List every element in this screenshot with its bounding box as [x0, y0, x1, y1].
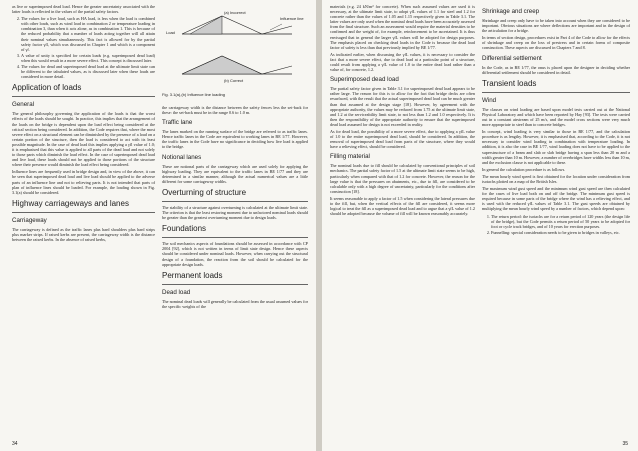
heading-rule	[12, 96, 155, 97]
foundations-paragraph: The soil mechanics aspects of foundations should be assessed in accordance with CP 2004 [92], which is not written in terms of limit state design. Hence these aspects should be considered under nominal loads. However, when carrying out the structural design of a foundation, the reaction from the soil should be calculated for the appropriate design loads.	[162, 241, 308, 267]
transient-heading: Transient loads	[482, 78, 537, 88]
wind-paragraph-2: In concept, wind loading is very similar to those in BE 1/77, and the calculation procedure is as lengthy. However, it is emphasised that, according to the Code, it is not necessary to consider wind loading in combination with temperature loading. In addition, it is also the case in BE 1/77, wind loading does not have to be applied to the superstructure of a beam and slab or slab bridge having a span less than 20 m and a width greater than 10 m. However, a number of overbridges have widths less than 10 m, and the exclusion clause is not applicable to these.	[482, 129, 630, 165]
foundations-heading: Foundations	[162, 224, 207, 234]
right-column-1	[330, 4, 475, 218]
load-block	[190, 16, 222, 34]
dead-load-heading: Dead load	[162, 288, 191, 296]
heading-rule	[162, 201, 308, 202]
traffic-lane-paragraph: The lanes marked on the running surface of the bridge are referred to as traffic lanes. Hence traffic lanes in the Code are equivalent to working lanes in BE 1/77. However, the traffic lanes in the Code have no significance in deciding how live load is applied to the bridge.	[162, 129, 308, 150]
right-page	[322, 0, 638, 451]
superimposed-paragraph-1: The partial safety factor given in Table 3.1 for superimposed dead load appears to be rather large. The reason for this is to allow for the fact that bridge decks are often resurfaced, with the result that the actual superimposed dead load can be much greater than that assumed at the design stage [18]. However, by agreement with the appropriate authority, the values may be reduced from 1.75 at the ultimate limit state, and 1.2 at the serviceability limit state, to not less than 1.2 and 1.0 respectively. It is then the responsibility of the appropriate authority to ensure that the superimposed dead load assumed for design is not exceeded in reality.	[330, 86, 475, 127]
note-item: 3. A value of unity is specified for certain loads (e.g. superimposed dead load) when this would result in a more severe effect. This concept is discussed later.	[21, 53, 155, 63]
label-influence-line: Influence line	[280, 16, 304, 21]
notional-lanes-paragraph: These are notional parts of the carriageway which are used solely for applying the highway loading. They are equivalent to the traffic lanes in BE 1/77 and they are determined in a similar manner, although the actual numerical values are a little different for some carriageway widths.	[162, 163, 308, 184]
wind-paragraph-3: In general the calculation procedure is as follows.	[482, 166, 566, 172]
note-item: 4. The values for dead and superimposed dead load at the ultimate limit state can be different to the tabulated values, as is discussed later when these loads are considered in more detail.	[21, 64, 155, 79]
shrinkage-heading: Shrinkage and creep	[482, 8, 540, 15]
right-column-2	[482, 4, 630, 237]
label-load: Load	[166, 30, 175, 35]
page-number-right: 35	[622, 441, 628, 447]
label-incorrect: (a) Incorrect	[224, 10, 246, 15]
wind-heading: Wind	[482, 96, 497, 104]
dead-load-continued-1: materials (e.g. 24 kN/m³ for concrete). When such assumed values are used it is necessary, at the ultimate limit state, to adopt γfL values of 1.1 for steel and 1.2 for concrete rather than the values of 1.05 and 1.15 respectively given in Table 3.1. The latter values are only used when the nominal dead loads have been accurately assessed from the final structure. Such an assessment would require the material densities to be confirmed and the weight of, for example, reinforcement to be ascertained. It is thus envisaged that in general the larger γfL values will be adopted for design purposes. The emphasis placed on checking dead loads in the Code is because the dead load factor of safety is less than that previously implied by BE 1/77.	[330, 4, 475, 50]
heading-rule	[482, 92, 630, 93]
traffic-lane-heading: Traffic lane	[162, 119, 193, 127]
label-correct: (b) Correct	[224, 78, 244, 83]
left-page	[0, 0, 316, 451]
wind-factors-list	[482, 214, 630, 235]
shrinkage-paragraph-1: Shrinkage and creep only have to be taken into account when they are considered to be important. Obvious situations are where deflections are important and in the design of the articulation for a bridge.	[482, 18, 630, 34]
heading-rule	[12, 212, 155, 213]
heading-rule	[162, 284, 308, 285]
differential-heading: Differential settlement	[482, 54, 542, 62]
general-paragraph-2: Influence lines are frequently used in bridge design and, in view of the above, it can be seen that superimposed dead load and live load should be applied to the adverse parts of an influence line and not to relieving parts. It is not intended that parts of plan of influence lines should be loaded. For example, the loading shown in Fig. 3.1(a) should be considered.	[12, 169, 155, 195]
left-column-1	[12, 4, 155, 244]
general-paragraph-1: The general philosophy governing the application of the loads is that the worst effects of the loads should be sought. In practice, this implies that the arrangement of the loads on the bridge is dependent upon the load effect being considered at the critical section being considered. In addition, the Code requires that, where the most severe effect on a structural element can be diminished by the presence of a load on a certain portion of the structure, then the load is considered to act with its least possible magnitude. In the case of dead load this implies applying a γfl value of 1.0; it is emphasised that this value is applied to all parts of the dead load and not solely to those parts which diminish the load effect. In the case of superimposed dead load and live load, these loads should not be applied to those portions of the structure where their presence would diminish the load effect being considered.	[12, 111, 155, 168]
wind-paragraph-4: The mean hourly wind speed is first obtained for the location under consideration from isotachs plotted on a map of the British Isles.	[482, 173, 630, 184]
page-number-left: 34	[12, 441, 18, 447]
filling-paragraph-1: The nominal loads due to fill should be calculated by conventional principles of soil mechanics. The partial safety factor of 1.5 at the ultimate limit state seems to be high, particularly when compared with that of 1.2 for concrete. However, the reason for the large value is that the pressures on abutments, etc., due to fill, are considered to be calculable only with a high degree of uncertainty, particularly for the conditions after construction [18].	[330, 163, 475, 194]
notes-list	[12, 16, 155, 79]
load-block	[182, 56, 262, 74]
shrinkage-paragraph-2: In terms of section design, procedures exist in Part 4 of the Code to allow for the effects of shrinkage and creep on the loss of prestress and in certain forms of composite construction. These aspects are discussed in Chapters 7 and 8.	[482, 35, 630, 51]
dead-load-paragraph: The nominal dead loads will generally be calculated from the usual assumed values for the specific weights of the	[162, 298, 308, 309]
intro-paragraph: as live or superimposed dead load. Hence the greater uncertainty associated with the latter loads is reflected in the values of the partial safety factors.	[12, 4, 155, 15]
dead-load-continued-2: As indicated earlier, when discussing the γfL values, it is necessary to consider the fact that a more severe effect, due to dead load at a particular point of a structure, could result from applying a γfL value of 1.0 to the entire dead load rather than a value of, for concrete, 1.2.	[330, 51, 475, 73]
wind-paragraph-1: The clauses on wind loading are based upon model tests carried out at the National Physical Laboratory and which have been reported by Hay [93]. The tests were carried out in a constant airstream of 25 m/s, and the model cross sections were very much more appropriate to steel than to concrete bridges.	[482, 106, 630, 128]
highway-heading: Highway carriageways and lanes	[12, 198, 129, 208]
figure-caption: Fig. 3.1(a),(b) Influence line loading	[162, 92, 225, 97]
carriageway-paragraph: The carriageway is defined as the traffic lanes plus hard shoulders plus hard strips plus marker strips. If raised kerbs are present, the carriageway width is the distance between the raised kerbs. In the absence of raised kerbs,	[12, 226, 155, 242]
overturning-paragraph: The stability of a structure against overturning is calculated at the ultimate limit state. The criterion is that the least restoring moment due to unfactored nominal loads should be greater than the greatest overturning moment due to design loads.	[162, 204, 308, 221]
wind-paragraph-5: The maximum wind gust speed and the minimum wind gust speed are then calculated for the cases of live load both on and off the bridge. The minimum gust speed is required because in some parts of the bridge where the wind has a relieving effect, and is used with the reduced γfL values of Table 3.1. The gust speeds are obtained by multiplying the mean hourly wind speed by a number of factors, which depend upon:	[482, 186, 630, 212]
general-heading: General	[12, 101, 35, 109]
superimposed-paragraph-2: As for dead load, the possibility of a more severe effect, due to applying a γfL value of 1.0 to the entire superimposed dead load, should be considered. In addition, the removal of superimposed dead load from parts of the structure, where they would have a relieving effect, should be considered.	[330, 128, 475, 150]
carriageway-heading: Carriageway	[12, 216, 47, 224]
carriageway-continued: the carriageway width is the distance between the safety fences less the set-back for these: the set-back must be in the range 0.6 to 1.0 m.	[162, 105, 308, 116]
left-column-2	[162, 4, 308, 311]
wind-factor-item: 2. Funnelling: special consideration needs to be given to bridges in valleys, etc.	[491, 230, 630, 235]
filling-heading: Filling material	[330, 153, 370, 161]
influence-line-figure	[162, 6, 312, 102]
differential-paragraph: In the Code, as in BE 1/77, the onus is placed upon the designer in deciding whether differential settlement should be considered in detail.	[482, 64, 630, 75]
superimposed-heading: Superimposed dead load	[330, 76, 399, 84]
permanent-loads-heading: Permanent loads	[162, 270, 223, 280]
heading-rule	[162, 237, 308, 238]
application-heading: Application of loads	[12, 83, 82, 93]
wind-factor-item: 1. The return period: the isotachs are for a return period of 120 years (the design life of the bridge), but the Code permits a return period of 50 years to be adopted for foot or cycle track bridges, and of 10 years for erection purposes.	[491, 214, 630, 229]
note-item: 2. The values for a live load, such as HA load, is less when the load is combined with other loads, such as wind load in combination 2 or temperature loading in combination 3, than when it acts alone, as in combination 1. This is because of the reduced probability that a number of loads acting together will all attain their nominal values simultaneously. This fact is allowed for by the partial safety factor γfl, which was discussed in Chapter 1 and which is a component of γf.	[21, 16, 155, 52]
filling-paragraph-2: It seems reasonable to apply a factor of 1.5 when considering the lateral pressures due to the fill, but, when the vertical effects of the fill are considered, it seems more logical to treat the fill as a superimposed dead load and to argue that a γfL value of 1.2 should be adopted because the volume of fill will be known reasonably accurately.	[330, 195, 475, 217]
notional-lanes-heading: Notional lanes	[162, 153, 202, 161]
overturning-heading: Overturning of structure	[162, 187, 247, 197]
